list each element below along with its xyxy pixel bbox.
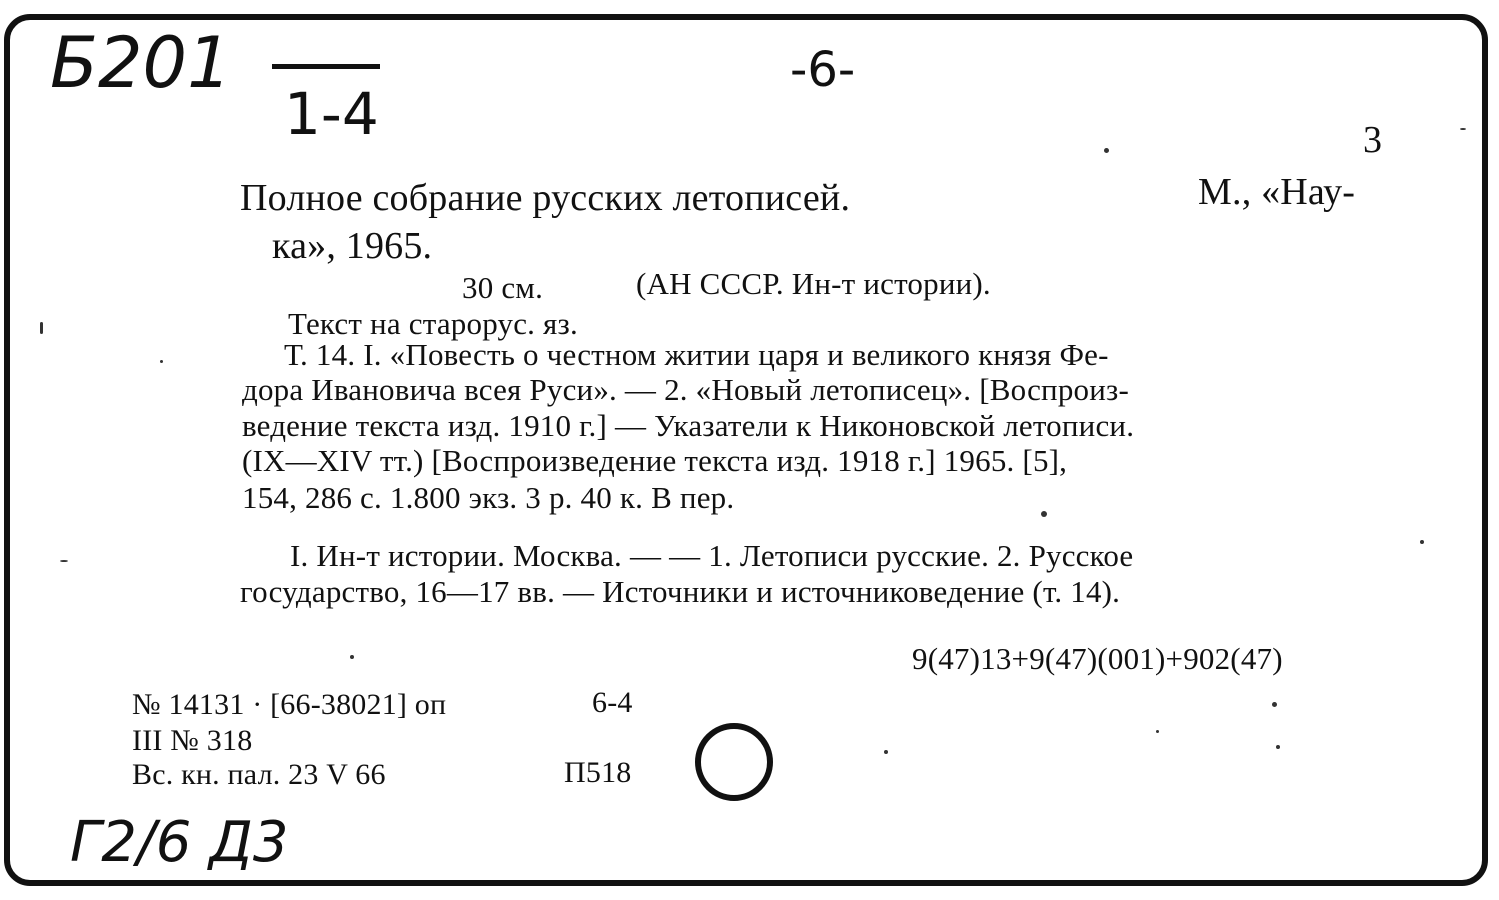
speck	[60, 560, 68, 562]
speck	[1156, 730, 1159, 733]
speck	[40, 322, 43, 334]
description-line: (IX—XIV тт.) [Воспроизведение текста изд. 1918 г.] 1965. [5],	[242, 443, 1068, 478]
subject-line: I. Ин-т истории. Москва. — — 1. Летописи русские. 2. Русское	[290, 538, 1134, 573]
speck	[884, 750, 888, 754]
description-line: 154, 286 с. 1.800 экз. 3 р. 40 к. В пер.	[242, 480, 735, 515]
classification-code: 9(47)13+9(47)(001)+902(47)	[912, 641, 1283, 676]
footer-line: № 14131 · [66-38021] оп	[132, 688, 447, 721]
footer-mid: П518	[564, 756, 632, 789]
handwritten-fraction: 1-4	[284, 80, 379, 148]
speck	[1460, 128, 1466, 130]
series-note: (АН СССР. Ин-т истории).	[636, 266, 991, 301]
title-publisher: М., «Нау-	[1198, 171, 1356, 213]
speck	[1276, 745, 1280, 749]
size-note: 30 см.	[462, 270, 544, 305]
speck	[1041, 511, 1047, 517]
subject-line: государство, 16—17 вв. — Источники и источниковедение (т. 14).	[240, 574, 1121, 609]
punch-circle	[695, 723, 773, 801]
footer-line: III № 318	[132, 724, 253, 757]
description-line: Текст на старорус. яз.	[288, 306, 578, 341]
title-line-1: Полное собрание русских летописей.	[240, 177, 851, 219]
card-number: 3	[1363, 119, 1383, 161]
speck	[1420, 540, 1424, 544]
fraction-line	[272, 64, 380, 69]
speck	[1104, 148, 1109, 153]
speck	[350, 655, 354, 659]
title-line-2: ка», 1965.	[272, 225, 433, 267]
handwritten-shelfmark: Б201	[50, 22, 232, 104]
description-line: дора Ивановича всея Руси». — 2. «Новый летописец». [Воспроиз-	[242, 372, 1129, 407]
speck	[1272, 702, 1277, 707]
footer-line: Вс. кн. пал. 23 V 66	[132, 758, 386, 791]
description-line: Т. 14. I. «Повесть о честном житии царя и великого князя Фе-	[284, 337, 1109, 372]
footer-mid: 6-4	[592, 686, 633, 719]
description-line: ведение текста изд. 1910 г.] — Указатели к Никоновской летописи.	[242, 408, 1135, 443]
speck	[160, 360, 163, 363]
handwritten-page-mark: -6-	[790, 42, 856, 98]
handwritten-bottom-mark: Г2/6 Д3	[70, 810, 289, 875]
